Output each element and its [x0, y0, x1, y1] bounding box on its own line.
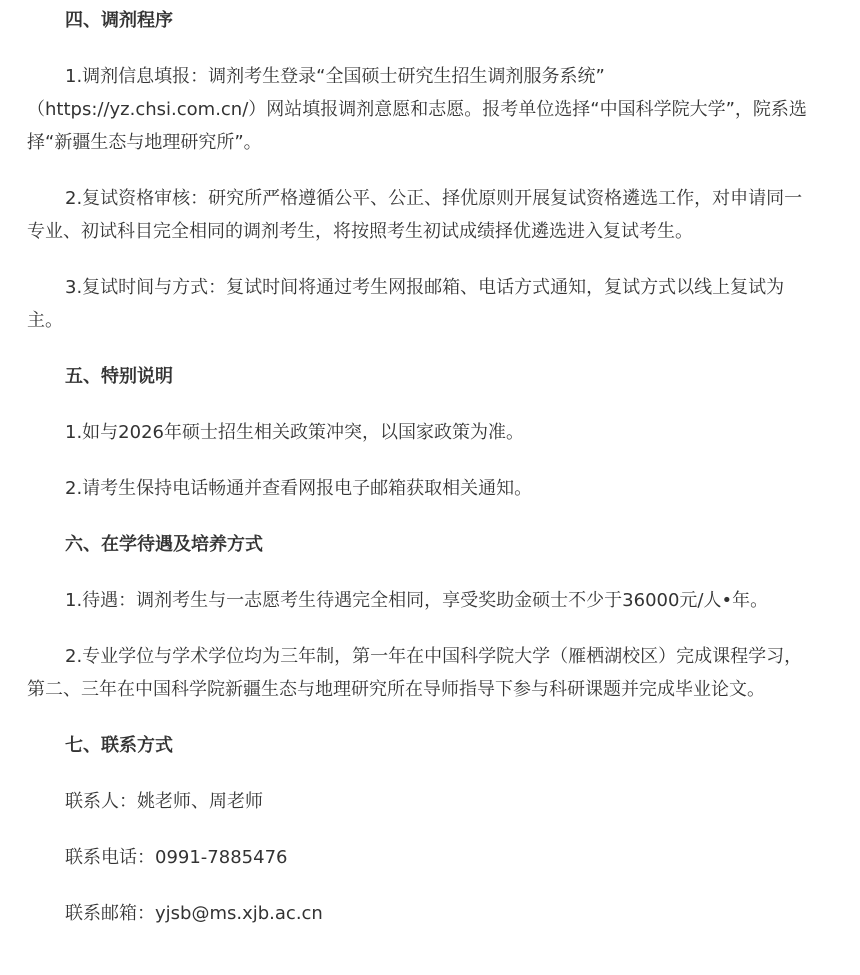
section-heading-special-notes: 五、特别说明 — [65, 366, 173, 387]
section-heading-benefits-training: 六、在学待遇及培养方式 — [65, 534, 263, 555]
contact-phone: 联系电话：0991-7885476 — [65, 847, 288, 868]
section-heading-adjustment-procedure: 四、调剂程序 — [65, 10, 173, 31]
paragraph-policy-conflict: 1.如与2026年硕士招生相关政策冲突，以国家政策为准。 — [65, 422, 524, 443]
paragraph-retest-time-method: 3.复试时间与方式：复试时间将通过考生网报邮箱、电话方式通知，复试方式以线上复试为主。 — [27, 277, 785, 331]
paragraph-keep-contact: 2.请考生保持电话畅通并查看网报电子邮箱获取相关通知。 — [65, 478, 533, 499]
contact-email: 联系邮箱：yjsb@ms.xjb.ac.cn — [65, 903, 323, 924]
paragraph-training-mode: 2.专业学位与学术学位均为三年制，第一年在中国科学院大学（雁栖湖校区）完成课程学习，第二、三年在中国科学院新疆生态与地理研究所在导师指导下参与科研课题并完成毕业论文。 — [27, 646, 803, 700]
paragraph-benefits: 1.待遇：调剂考生与一志愿考生待遇完全相同，享受奖助金硕士不少于36000元/人•年。 — [65, 590, 769, 611]
paragraph-qualification-review: 2.复试资格审核：研究所严格遵循公平、公正、择优原则开展复试资格遴选工作，对申请同一专业、初试科目完全相同的调剂考生，将按照考生初试成绩择优遴选进入复试考生。 — [27, 188, 803, 242]
contact-person: 联系人：姚老师、周老师 — [65, 791, 263, 812]
paragraph-info-submission: 1.调剂信息填报：调剂考生登录“全国硕士研究生招生调剂服务系统” （https://yz.chsi.com.cn/）网站填报调剂意愿和志愿。报考单位选择“中国科学院大学”，院系选择“新疆生态与地理研究所”。 — [27, 66, 807, 153]
section-heading-contact: 七、联系方式 — [65, 735, 173, 756]
